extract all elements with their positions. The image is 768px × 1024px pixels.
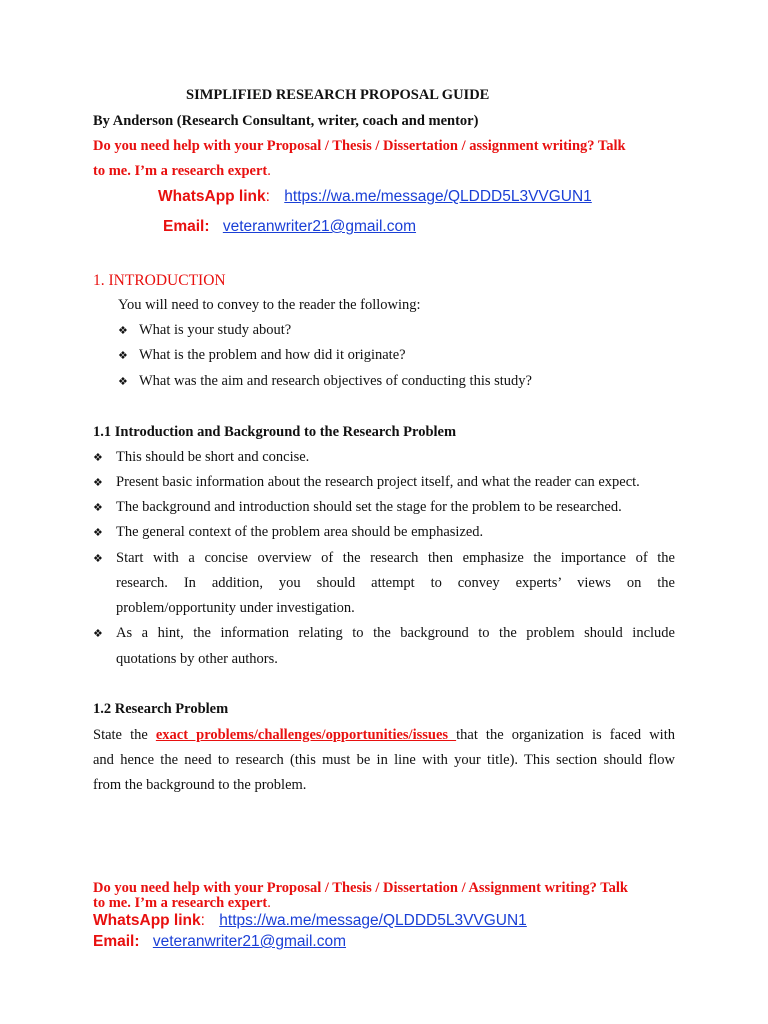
list-item-line: quotations by other authors. [116, 651, 278, 667]
whatsapp-colon: : [200, 912, 205, 929]
section-1-2-heading: 1.2 Research Problem [93, 701, 229, 717]
diamond-bullet-icon: ❖ [93, 477, 103, 489]
diamond-bullet-icon: ❖ [118, 350, 128, 362]
list-item-line: As a hint, the information relating to the background to the problem should include [116, 625, 675, 641]
paragraph-line: and hence the need to research (this must be in line with your title). This section should flow [93, 752, 675, 768]
email-link[interactable]: veteranwriter21@gmail.com [152, 933, 347, 950]
diamond-bullet-icon: ❖ [93, 452, 103, 464]
whatsapp-link[interactable]: https://wa.me/message/QLDDD5L3VVGUN1 [219, 912, 527, 929]
email-label: Email: [163, 218, 210, 235]
author-line: By Anderson (Research Consultant, writer, coach and mentor) [93, 113, 479, 129]
promo-top-whatsapp-row [158, 188, 592, 206]
diamond-bullet-icon: ❖ [93, 502, 103, 514]
list-item: ❖ The general context of the problem area should be emphasized. [93, 524, 484, 540]
section-1-1-heading: 1.1 Introduction and Background to the Research Problem [93, 424, 457, 440]
highlighted-phrase: exact problems/challenges/opportunities/issues [155, 727, 457, 743]
email-label: Email: [93, 933, 140, 950]
promo-bottom-email-row [93, 933, 346, 951]
list-item: ❖ What was the aim and research objectives of conducting this study? [118, 373, 532, 389]
section-1-intro: You will need to convey to the reader the following: [118, 297, 421, 313]
promo-top-line2-period: . [267, 163, 271, 179]
whatsapp-colon: : [265, 188, 270, 205]
section-1-heading: 1. INTRODUCTION [93, 272, 226, 289]
list-item: ❖ Present basic information about the research project itself, and what the reader can expect. [93, 474, 640, 490]
promo-bottom-line1: Do you need help with your Proposal / Thesis / Dissertation / Assignment writing? Talk [93, 880, 628, 896]
diamond-bullet-icon: ❖ [93, 553, 103, 565]
list-item-line: research. In addition, you should attempt to convey experts’ views on the [116, 575, 675, 591]
diamond-bullet-icon: ❖ [93, 527, 103, 539]
whatsapp-label: WhatsApp link [93, 912, 201, 929]
diamond-bullet-icon: ❖ [93, 628, 103, 640]
promo-top-email-row [163, 218, 416, 236]
list-item-line: problem/opportunity under investigation. [116, 600, 355, 616]
promo-bottom-whatsapp-row [93, 912, 527, 930]
list-item-line: Start with a concise overview of the research then emphasize the importance of the [116, 550, 675, 566]
whatsapp-label: WhatsApp link [158, 188, 266, 205]
promo-top-line2-text: to me. I’m a research expert [93, 163, 268, 179]
email-link[interactable]: veteranwriter21@gmail.com [222, 218, 417, 235]
whatsapp-link[interactable]: https://wa.me/message/QLDDD5L3VVGUN1 [284, 188, 592, 205]
promo-top-line1: Do you need help with your Proposal / Thesis / Dissertation / assignment writing? Talk [93, 138, 626, 154]
document-title: SIMPLIFIED RESEARCH PROPOSAL GUIDE [186, 87, 490, 103]
promo-top-line2 [93, 163, 271, 180]
paragraph-line: from the background to the problem. [93, 777, 307, 793]
diamond-bullet-icon: ❖ [118, 376, 128, 388]
list-item: ❖ What is the problem and how did it originate? [118, 347, 406, 363]
list-item: ❖ What is your study about? [118, 322, 292, 338]
paragraph-line: State the exact problems/challenges/opportunities/issues that the organization is faced with [93, 727, 675, 743]
promo-bottom-line2: to me. I’m a research expert. [93, 895, 271, 911]
list-item: ❖ The background and introduction should set the stage for the problem to be researched. [93, 499, 622, 515]
diamond-bullet-icon: ❖ [118, 325, 128, 337]
list-item: ❖ This should be short and concise. [93, 449, 310, 465]
